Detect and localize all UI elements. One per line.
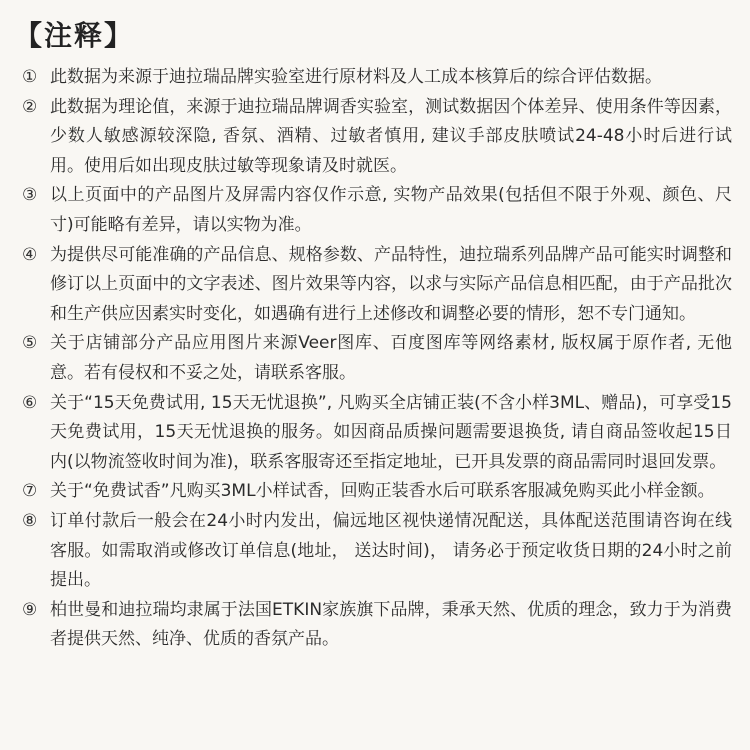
note-text: 为提供尽可能准确的产品信息、规格参数、产品特性，迪拉瑞系列品牌产品可能实时调整和修订以上页面中的文字表述、图片效果等内容，以求与实际产品信息相匹配，由于产品批次和生产供应因素实时变化，如遇确有进行上述修改和调整必要的情形，恕不专门通知。: [50, 244, 732, 324]
note-number: ③: [22, 185, 38, 206]
note-text: 以上页面中的产品图片及屏需内容仅作示意, 实物产品效果(包括但不限于外观、颜色、尺寸)可能略有差异，请以实物为准。: [50, 185, 732, 235]
note-text: 关于“免费试香”凡购买3ML小样试香，回购正装香水后可联系客服减免购买此小样金额。: [50, 481, 715, 502]
note-item: [22, 389, 732, 478]
note-item: [22, 63, 732, 93]
note-item: [22, 181, 732, 240]
note-number: ⑧: [22, 510, 38, 531]
note-number: ⑤: [22, 333, 38, 354]
note-number: ⑦: [22, 481, 38, 502]
note-text: 柏世曼和迪拉瑞均隶属于法国ETKIN家族旗下品牌，秉承天然、优质的理念，致力于为消费者提供天然、纯净、优质的香氛产品。: [50, 599, 732, 650]
note-number: ②: [22, 96, 38, 117]
note-number: ④: [22, 244, 38, 265]
note-text: 此数据为理论值，来源于迪拉瑞品牌调香实验室，测试数据因个体差异、使用条件等因素，少数人敏感源较深隐, 香氛、酒精、过敏者慎用, 建议手部皮肤喷试24-48小时后进行试用。使用后如出现皮肤过敏等现象请及时就医。: [50, 96, 732, 176]
notes-list: [22, 63, 732, 655]
page-title: 【注释】: [14, 19, 135, 52]
note-item: [22, 596, 732, 655]
note-number: ⑥: [22, 392, 38, 413]
note-text: 关于“15天免费试用, 15天无忧退换”, 凡购买全店铺正装(不含小样3ML、赠品)，可享受15天免费试用，15天无忧退换的服务。如因商品质操问题需要退换货, 请自商品签收起15日内(以物流签收时间为准)，联系客服寄还至指定地址，已开具发票的商品需同时退回发票。: [50, 392, 732, 472]
note-text: 关于店铺部分产品应用图片来源Veer图库、百度图库等网络素材, 版权属于原作者, 无他意。若有侵权和不妥之处，请联系客服。: [50, 333, 732, 383]
note-text: 此数据为来源于迪拉瑞品牌实验室进行原材料及人工成本核算后的综合评估数据。: [50, 67, 662, 87]
note-item: [22, 329, 732, 388]
note-number: ⑨: [22, 599, 38, 620]
note-item: [22, 241, 732, 330]
note-item: [22, 507, 732, 596]
note-text: 订单付款后一般会在24小时内发出，偏远地区视快递情况配送，具体配送范围请咨询在线客服。如需取消或修改订单信息(地址， 送达时间)， 请务必于预定收货日期的24小时之前提出。: [50, 510, 732, 591]
note-item: [22, 93, 732, 182]
note-item: [22, 477, 732, 507]
note-number: ①: [22, 67, 38, 87]
